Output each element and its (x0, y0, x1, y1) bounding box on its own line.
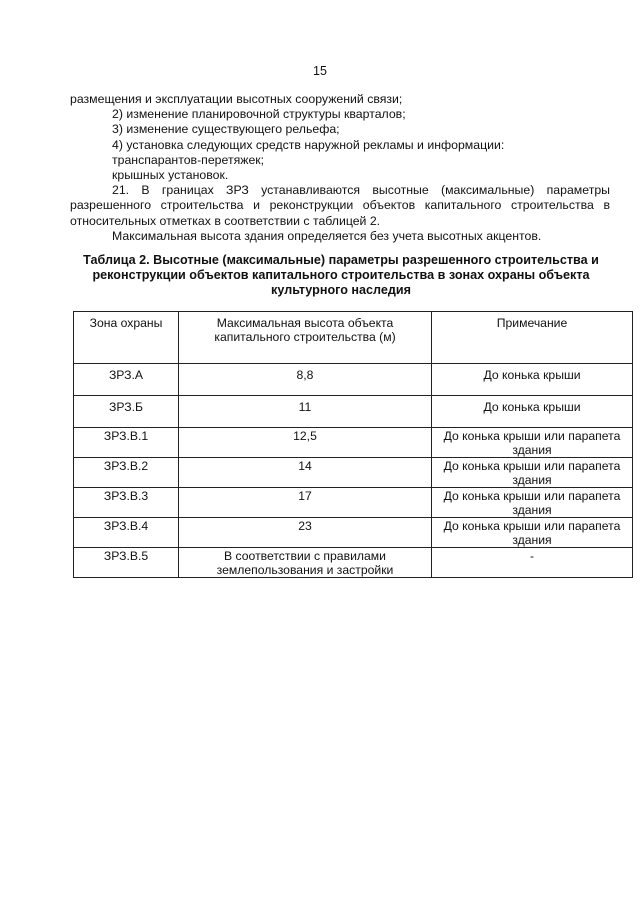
table-title: Таблица 2. Высотные (максимальные) параметры разрешенного строительства и реконструкции объектов капитального строительства в зонах охраны объекта культурного наследия (83, 253, 599, 297)
cell-zone: ЗРЗ.В.3 (74, 488, 179, 518)
height-limits-table (73, 311, 633, 578)
cell-note: До конька крыши или парапета здания (432, 428, 633, 458)
paragraph-21: 21. В границах ЗРЗ устанавливаются высотные (максимальные) параметры разрешенного строительства и реконструкции объектов капитального строительства в относительных отметках в соответствии с таблицей 2. (70, 183, 610, 228)
paragraph-max-height: Максимальная высота здания определяется без учета высотных акцентов. (112, 228, 542, 243)
page-number: 15 (313, 64, 327, 78)
body-text (70, 92, 610, 244)
cell-note: До конька крыши или парапета здания (432, 488, 633, 518)
header-note: Примечание (432, 312, 633, 364)
cell-zone: ЗРЗ.В.1 (74, 428, 179, 458)
cell-zone: ЗРЗ.Б (74, 396, 179, 428)
cell-note: До конька крыши или парапета здания (432, 518, 633, 548)
header-zone: Зона охраны (74, 312, 179, 364)
cell-height: 11 (179, 396, 432, 428)
cell-height: 23 (179, 518, 432, 548)
list-item: 2) изменение планировочной структуры кварталов; (112, 107, 406, 122)
cell-height: 12,5 (179, 428, 432, 458)
cell-note: До конька крыши (432, 364, 633, 396)
table-row (74, 364, 633, 396)
list-item: 3) изменение существующего рельефа; (112, 122, 340, 137)
list-subitem: крышных установок. (112, 168, 229, 183)
cell-height: 17 (179, 488, 432, 518)
cell-height: 14 (179, 458, 432, 488)
cell-zone: ЗРЗ.В.5 (74, 548, 179, 578)
cell-zone: ЗРЗ.В.2 (74, 458, 179, 488)
table-row (74, 458, 633, 488)
cell-note: - (432, 548, 633, 578)
list-item-continuation: размещения и эксплуатации высотных сооружений связи; (70, 92, 403, 106)
header-max-height: Максимальная высота объекта капитального строительства (м) (179, 312, 432, 364)
cell-zone: ЗРЗ.А (74, 364, 179, 396)
cell-note: До конька крыши или парапета здания (432, 458, 633, 488)
table-row (74, 488, 633, 518)
table-row (74, 518, 633, 548)
table-row (74, 548, 633, 578)
table-row (74, 396, 633, 428)
list-item: 4) установка следующих средств наружной рекламы и информации: (112, 137, 505, 152)
table-header-row (74, 312, 633, 364)
table-row (74, 428, 633, 458)
list-subitem: транспарантов-перетяжек; (112, 152, 265, 167)
cell-height: 8,8 (179, 364, 432, 396)
cell-height: В соответствии с правилами землепользования и застройки (179, 548, 432, 578)
cell-note: До конька крыши (432, 396, 633, 428)
cell-zone: ЗРЗ.В.4 (74, 518, 179, 548)
